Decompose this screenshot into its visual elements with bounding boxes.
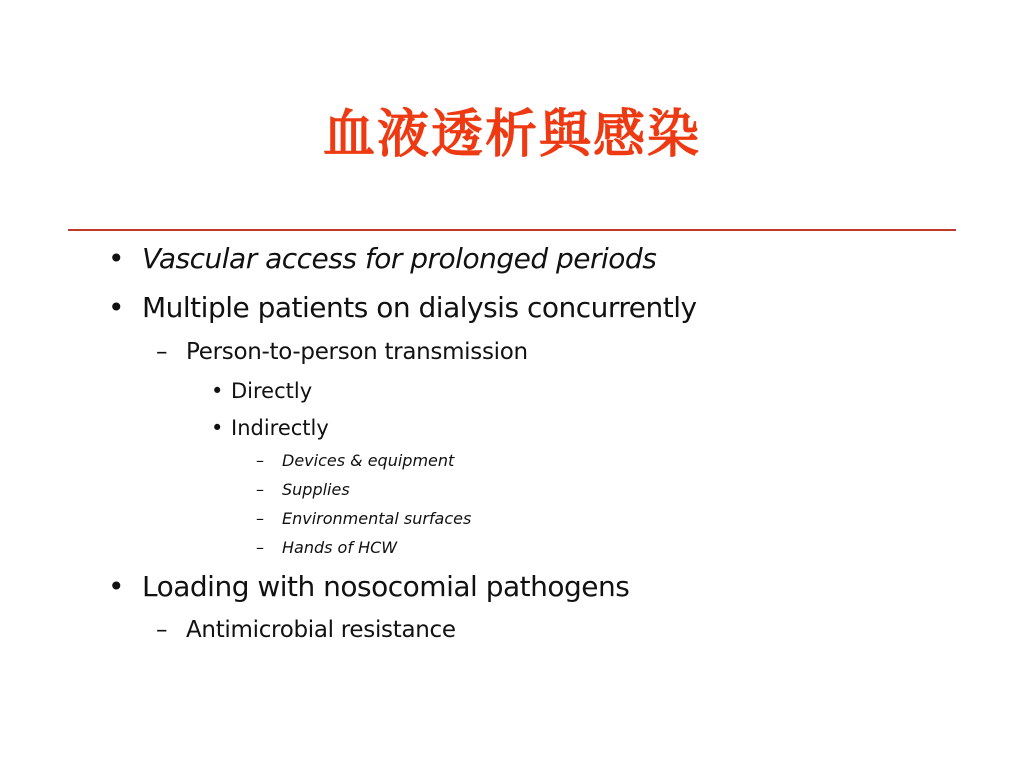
bullet-marker: • xyxy=(108,291,125,324)
bullet-text: Supplies xyxy=(282,480,350,499)
bullet-marker: • xyxy=(211,379,224,403)
bullet-text: Multiple patients on dialysis concurrently xyxy=(142,291,697,324)
bullet-loading-pathogens xyxy=(108,570,630,603)
dash-marker: – xyxy=(156,617,168,643)
bullet-text: Devices & equipment xyxy=(282,451,455,470)
dash-marker: – xyxy=(156,339,168,365)
title-divider xyxy=(68,229,956,231)
dash-marker: – xyxy=(256,509,264,528)
bullet-text: Indirectly xyxy=(231,416,329,440)
bullet-text: Antimicrobial resistance xyxy=(186,617,456,643)
item-environmental-surfaces xyxy=(256,509,472,528)
subbullet-directly xyxy=(211,379,313,403)
slide-title: 血液透析與感染 xyxy=(322,105,701,165)
dash-marker: – xyxy=(256,538,264,557)
item-hands-of-hcw xyxy=(256,538,398,557)
dash-marker: – xyxy=(256,480,264,499)
subbullet-antimicrobial-resistance xyxy=(156,617,456,643)
bullet-text: Hands of HCW xyxy=(282,538,398,557)
bullet-text: Loading with nosocomial pathogens xyxy=(142,570,630,603)
bullet-multiple-patients xyxy=(108,291,697,324)
item-supplies xyxy=(256,480,350,499)
subbullet-indirectly xyxy=(211,416,329,440)
bullet-text: Vascular access for prolonged periods xyxy=(142,242,657,275)
bullet-vascular-access xyxy=(108,242,657,275)
bullet-marker: • xyxy=(211,416,224,440)
bullet-text: Environmental surfaces xyxy=(282,509,472,528)
bullet-marker: • xyxy=(108,242,125,275)
bullet-text: Person-to-person transmission xyxy=(186,339,528,365)
bullet-text: Directly xyxy=(231,379,313,403)
subbullet-person-to-person xyxy=(156,339,528,365)
bullet-marker: • xyxy=(108,570,125,603)
item-devices-equipment xyxy=(256,451,455,470)
dash-marker: – xyxy=(256,451,264,470)
